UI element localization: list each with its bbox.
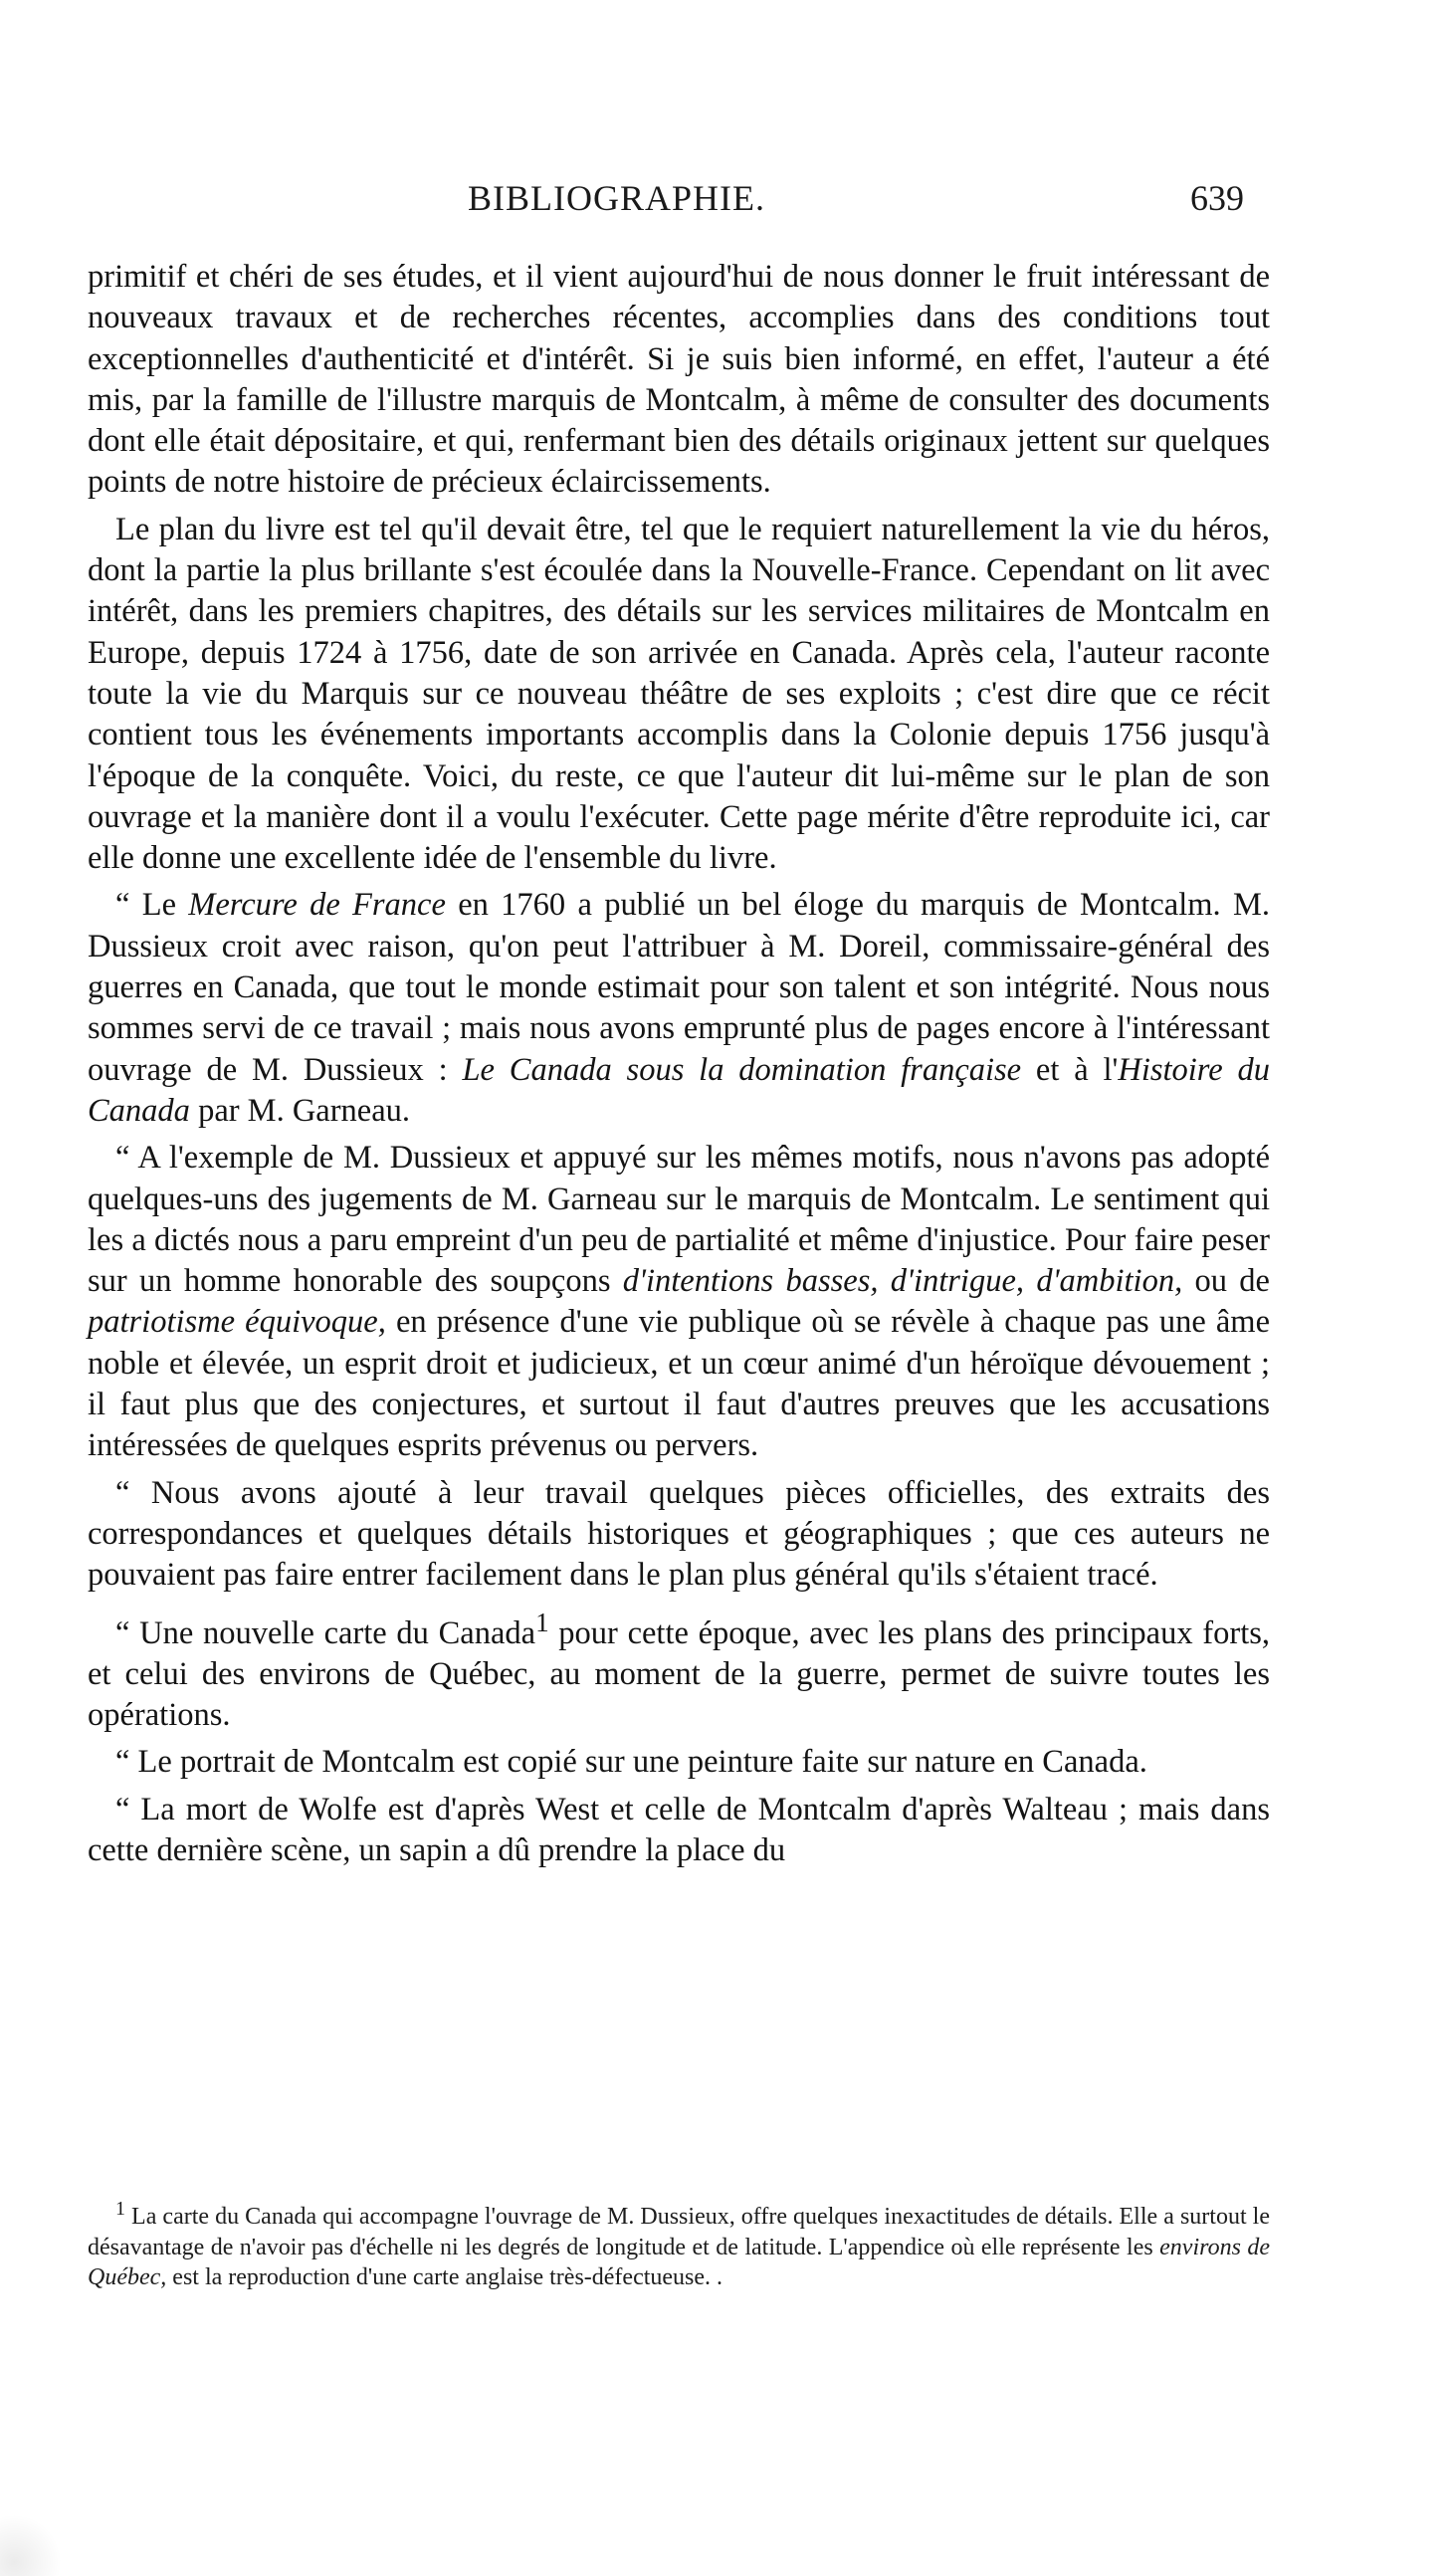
paragraph-4-text-c: ou de	[1182, 1263, 1270, 1300]
paragraph-5: “ Nous avons ajouté à leur travail quelques pièces officielles, des extraits des correspondances et quelques détails historiques et géographiques ; que ces auteurs ne pouvaient pas faire entrer facilement dans le plan plus général qu'ils s'étaient tracé.	[88, 1474, 1270, 1594]
footnote-italic-environs: environs de Québec,	[88, 2234, 1270, 2290]
paragraph-6-text-b: pour cette époque, avec les plans des principaux forts, et celui des environs de Québec, au moment de la guerre, permet de suivre toutes les opérations.	[88, 1614, 1271, 1733]
paragraph-7: “ Le portrait de Montcalm est copié sur une peinture faite sur nature en Canada.	[115, 1744, 1147, 1781]
paragraph-4-italic-d: patriotisme équivoque,	[88, 1304, 386, 1341]
footnote-marker: 1	[115, 2198, 125, 2220]
paragraph-3	[88, 885, 1270, 1132]
footnote-text-c: est la reproduction d'une carte anglaise très-défectueuse. .	[166, 2264, 723, 2290]
paragraph-4-text-e: en présence d'une vie publique où se révèle à chaque pas une âme noble et élevée, un esprit droit et judicieux, et un cœur animé d'un héroïque dévouement ; il faut plus que des conjectures, et surtout il faut d'autres preuves que les accusations intéressées de quelques esprits prévenus ou pervers.	[88, 1304, 1270, 1464]
paragraph-3-text-a: “ Le	[115, 887, 189, 924]
paragraph-4-text-a: “ A l'exemple de M. Dussieux et appuyé sur les mêmes motifs, nous n'avons pas adopté quelques-uns des jugements de M. Garneau sur le marquis de Montcalm. Le sentiment qui les a dictés nous a paru empreint d'un peu de partialité et même d'injustice. Pour faire peser sur un homme honorable des soupçons	[88, 1140, 1270, 1300]
page-header	[90, 177, 1244, 237]
title-mercure-de-france: Mercure de France	[188, 887, 446, 924]
footnote-text	[88, 2194, 1270, 2293]
paragraph-6	[88, 1603, 1270, 1737]
footnote-reference: 1	[535, 1607, 549, 1637]
paragraph-3-text-c: en 1760 a publié un bel éloge du marquis de Montcalm. M. Dussieux croit avec raison, qu'on peut l'attribuer à M. Doreil, commissaire-général des guerres en Canada, que tout le monde estimait pour son talent et son intégrité. Nous nous sommes servi de ce travail ; mais nous avons emprunté plus de pages encore à l'intéressant ouvrage de M. Dussieux :	[88, 887, 1270, 1088]
paragraph-1: primitif et chéri de ses études, et il vient aujourd'hui de nous donner le fruit intéressant de nouveaux travaux et de recherches récentes, accomplies dans des conditions tout exceptionnelles d'authenticité et d'intérêt. Si je suis bien informé, en effet, l'auteur a été mis, par la famille de l'illustre marquis de Montcalm, à même de consulter des documents dont elle était dépositaire, et qui, renfermant bien des détails originaux jettent sur quelques points de notre histoire de précieux éclaircissements.	[88, 259, 1270, 501]
paragraph-4-italic-b: d'intentions basses, d'intrigue, d'ambition,	[622, 1263, 1183, 1300]
footnote-text-a: La carte du Canada qui accompagne l'ouvrage de M. Dussieux, offre quelques inexactitudes de détails. Elle a surtout le désavantage de n'avoir pas d'échelle ni les degrés de longitude et de latitude. L'appendice où elle représente les	[88, 2204, 1270, 2260]
paragraph-8: “ La mort de Wolfe est d'après West et celle de Montcalm d'après Walteau ; mais dans cette dernière scène, un sapin a dû prendre la place du	[88, 1791, 1270, 1868]
scan-speck	[0, 2506, 70, 2576]
paragraph-3-text-e: et à l'	[1021, 1051, 1119, 1088]
paragraph-3-text-g: par M. Garneau.	[189, 1092, 411, 1129]
title-histoire-du-canada: Histoire du Canada	[88, 1051, 1270, 1129]
paragraph-2: Le plan du livre est tel qu'il devait être, tel que le requiert naturellement la vie du héros, dont la partie la plus brillante s'est écoulée dans la Nouvelle-France. Cependant on lit avec intérêt, dans les premiers chapitres, des détails sur les services militaires de Montcalm en Europe, depuis 1724 à 1756, date de son arrivée en Canada. Après cela, l'auteur raconte toute la vie du Marquis sur ce nouveau théâtre de ses exploits ; c'est dire que ce récit contient tous les événements importants accomplis dans la Colonie depuis 1756 jusqu'à l'époque de la conquête. Voici, du reste, ce que l'auteur dit lui-même sur le plan de son ouvrage et la manière dont il a voulu l'exécuter. Cette page mérite d'être reproduite ici, car elle donne une excellente idée de l'ensemble du livre.	[88, 511, 1270, 877]
page-number: 639	[1190, 178, 1244, 218]
title-canada-sous-domination: Le Canada sous la domination française	[462, 1051, 1022, 1088]
running-title: BIBLIOGRAPHIE.	[468, 178, 765, 218]
paragraph-6-text-a: “ Une nouvelle carte du Canada	[115, 1614, 536, 1651]
footnote	[88, 2194, 1270, 2293]
paragraph-4	[88, 1138, 1270, 1466]
body-text	[88, 257, 1270, 1877]
